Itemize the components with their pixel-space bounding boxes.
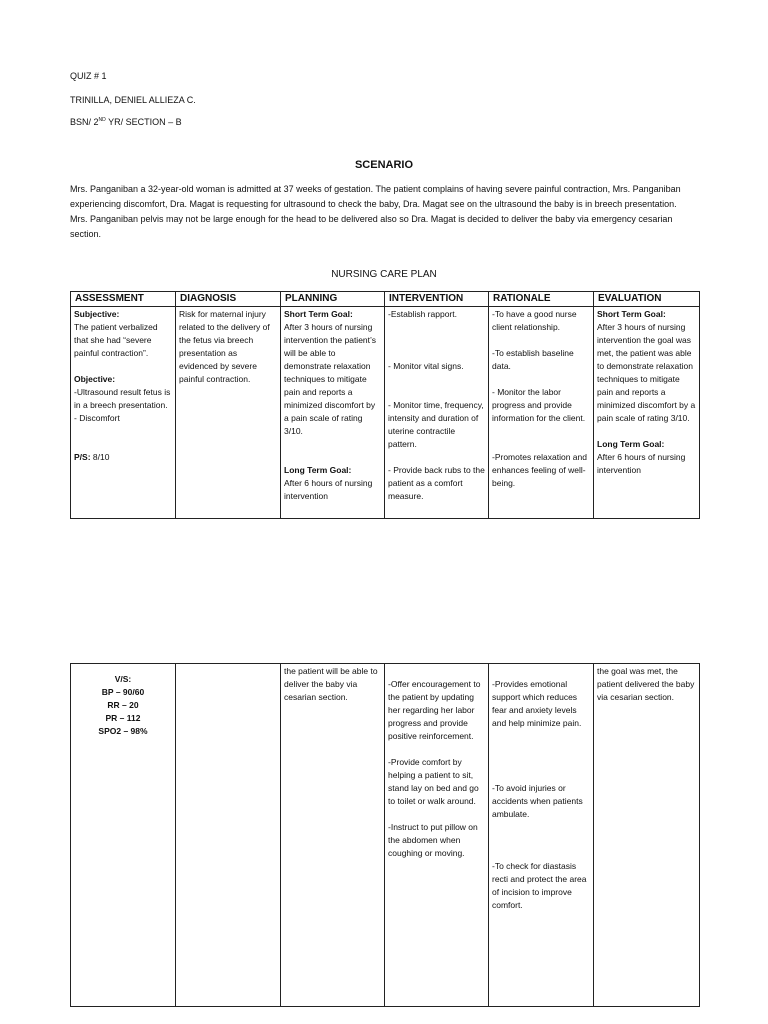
diagnosis-cell — [176, 307, 281, 519]
evaluation-cell — [594, 307, 700, 519]
vital-signs — [74, 673, 172, 738]
intervention-item: -Offer encouragement to the patient by updating her regarding her labor progress and provide positive reinforcement. — [388, 679, 481, 741]
quiz-number: QUIZ # 1 — [70, 71, 107, 81]
header-intervention: INTERVENTION — [385, 292, 489, 307]
scenario-text: Mrs. Panganiban a 32-year-old woman is admitted at 37 weeks of gestation. The patient complains of having severe painful contraction, Mrs. Panganiban experiencing discomfort, Dra. Magat is requesting for ultrasound to check the baby, Dra. Magat see on the ultrasound the baby is in breech presentation. Mrs. Panganiban pelvis may not be large enough for the head to be delivered also so Dra. Magat is decided to deliver the baby via emergency cesarian section. — [70, 184, 681, 239]
diagnosis-text: Risk for maternal injury related to the delivery of the fetus via breech presentation as evidenced by severe painful contraction. — [179, 309, 270, 384]
subjective-label: Subjective: — [74, 309, 120, 319]
pain-scale-value: 8/10 — [90, 452, 110, 462]
assessment-cell — [71, 664, 176, 1007]
planning-ltg-label: Long Term Goal: — [284, 465, 352, 475]
vs-rr: RR – 20 — [107, 700, 139, 710]
vs-spo2: SPO2 – 98% — [98, 726, 148, 736]
evaluation-ltg-text: After 6 hours of nursing intervention — [597, 452, 686, 475]
intervention-item: -Provide comfort by helping a patient to sit, stand lay on bed and go to toilet or walk around. — [388, 757, 479, 806]
intervention-cell — [385, 664, 489, 1007]
objective-item: - Discomfort — [74, 413, 120, 423]
vs-label: V/S: — [114, 674, 132, 684]
intervention-item: - Monitor time, frequency, intensity and duration of uterine contractile pattern. — [388, 400, 484, 449]
planning-stg-label: Short Term Goal: — [284, 309, 353, 319]
intervention-item: - Provide back rubs to the patient as a comfort measure. — [388, 465, 485, 501]
evaluation-stg-label: Short Term Goal: — [597, 309, 666, 319]
ncp-header-row — [71, 292, 700, 307]
evaluation-ltg-label: Long Term Goal: — [597, 439, 665, 449]
assessment-cell — [71, 307, 176, 519]
header-rationale: RATIONALE — [489, 292, 594, 307]
intervention-item: -Establish rapport. — [388, 309, 457, 319]
subjective-text: The patient verbalized that she had “severe painful contraction”. — [74, 322, 158, 358]
course-prefix: BSN/ 2 — [70, 117, 99, 127]
rationale-item: -To avoid injuries or accidents when patients ambulate. — [492, 783, 583, 819]
scenario-title: SCENARIO — [354, 159, 414, 171]
pain-scale — [74, 451, 172, 464]
header-diagnosis: DIAGNOSIS — [176, 292, 281, 307]
evaluation-cell — [594, 664, 700, 1007]
intervention-item: -Instruct to put pillow on the abdomen when coughing or moving. — [388, 822, 478, 858]
vs-pr: PR – 112 — [105, 713, 141, 723]
ncp-table-page-2 — [70, 663, 700, 1007]
pain-scale-label: P/S: — [74, 452, 91, 462]
ncp-title: NURSING CARE PLAN — [331, 269, 437, 280]
evaluation-ltg-continued: the goal was met, the patient delivered the baby via cesarian section. — [597, 666, 695, 702]
rationale-item: -Provides emotional support which reduces fear and anxiety levels and help minimize pain. — [492, 679, 582, 728]
rationale-item: -To establish baseline data. — [492, 348, 574, 371]
course-suffix: YR/ SECTION – B — [105, 117, 182, 127]
planning-ltg-text: After 6 hours of nursing intervention — [284, 478, 373, 501]
rationale-item: - Monitor the labor progress and provide information for the client. — [492, 387, 586, 423]
header-assessment: ASSESSMENT — [71, 292, 176, 307]
evaluation-stg-text: After 3 hours of nursing intervention the goal was met, the patient was able to demonstrate relaxation techniques to mitigate pain and reports a minimized discomfort by a pain scale of rating 3/10. — [597, 322, 696, 423]
objective-item: -Ultrasound result fetus is in a breech presentation. — [74, 387, 171, 410]
header-planning: PLANNING — [281, 292, 385, 307]
intervention-item: - Monitor vital signs. — [388, 361, 464, 371]
rationale-cell — [489, 664, 594, 1007]
rationale-item: -To have a good nurse client relationship. — [492, 309, 577, 332]
planning-stg-text: After 3 hours of nursing intervention the patient’s will be able to demonstrate relaxation techniques to mitigate pain and reports a minimized discomfort by a pain scale of rating 3/10. — [284, 322, 376, 436]
ncp-table-page-1 — [70, 291, 700, 519]
course-section — [70, 117, 182, 127]
header-evaluation: EVALUATION — [594, 292, 700, 307]
objective-label: Objective: — [74, 374, 116, 384]
diagnosis-cell — [176, 664, 281, 1007]
rationale-item: -Promotes relaxation and enhances feeling of well-being. — [492, 452, 587, 488]
planning-cell — [281, 307, 385, 519]
student-name: TRINILLA, DENIEL ALLIEZA C. — [70, 95, 196, 105]
planning-ltg-continued: the patient will be able to deliver the baby via cesarian section. — [284, 666, 378, 702]
ncp-body-row — [71, 307, 700, 519]
planning-cell — [281, 664, 385, 1007]
intervention-cell — [385, 307, 489, 519]
rationale-cell — [489, 307, 594, 519]
ncp-continued-row — [71, 664, 700, 1007]
vs-bp: BP – 90/60 — [101, 687, 145, 697]
rationale-item: -To check for diastasis recti and protect the area of incision to improve comfort. — [492, 861, 587, 910]
course-superscript: ND — [98, 117, 106, 123]
